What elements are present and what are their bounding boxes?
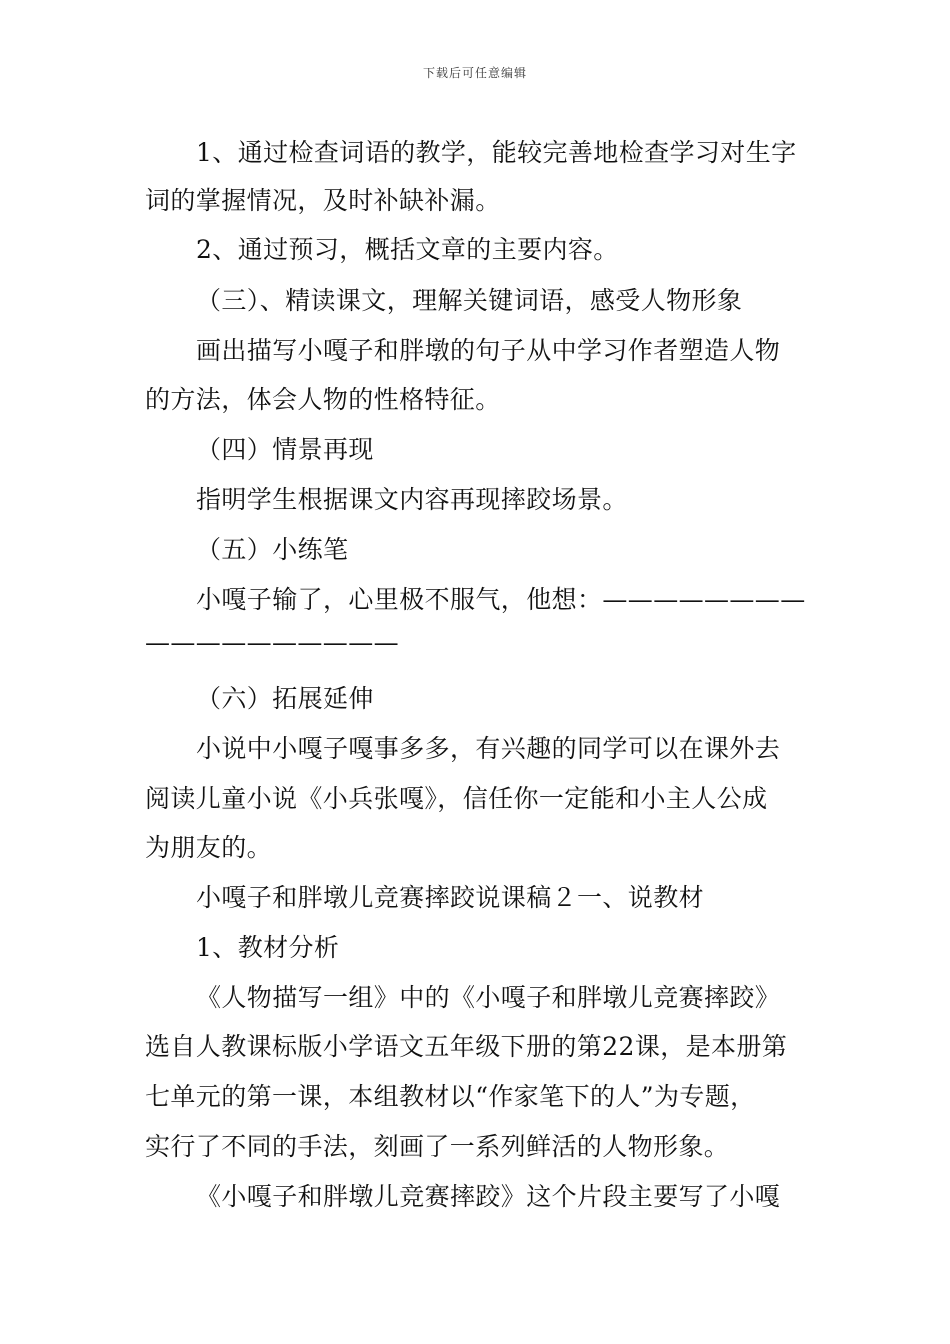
text-line: 实行了不同的手法，刻画了一系列鲜活的人物形象。 [145,1132,730,1161]
text-line: 词的掌握情况，及时补缺补漏。 [145,186,501,215]
text-line: 阅读儿童小说《小兵张嘎》，信任你一定能和小主人公成 [145,784,768,813]
section-heading: （六）拓展延伸 [196,684,374,713]
text-line: 《人物描写一组》中的《小嘎子和胖墩儿竞赛摔跤》 [196,983,781,1012]
text-line: 2、通过预习，概括文章的主要内容。 [196,235,619,264]
text-line: 的方法，体会人物的性格特征。 [145,385,501,414]
text-line: 为朋友的。 [145,833,273,862]
page-header: 下载后可任意编辑 [422,66,527,80]
text-line: 小说中小嘎子嘎事多多，有兴趣的同学可以在课外去 [196,734,781,763]
text-line: 1、通过检查词语的教学，能较完善地检查学习对生字 [196,138,797,167]
section-heading: 小嘎子和胖墩儿竞赛摔跤说课稿２一、说教材 [196,883,705,912]
section-heading: （五）小练笔 [196,535,349,564]
text-line: 画出描写小嘎子和胖墩的句子从中学习作者塑造人物 [196,336,781,365]
text-line: 小嘎子输了，心里极不服气，他想：———————— [196,585,806,614]
text-line: 七单元的第一课，本组教材以“作家笔下的人”为专题， [145,1082,756,1111]
section-heading: （四）情景再现 [196,435,374,464]
text-line: 《小嘎子和胖墩儿竞赛摔跤》这个片段主要写了小嘎 [196,1182,781,1211]
text-line: 选自人教课标版小学语文五年级下册的第22课，是本册第 [145,1032,788,1061]
section-heading: （三）、精读课文，理解关键词语，感受人物形象 [196,286,743,315]
section-heading: 1、教材分析 [196,933,340,962]
text-line: —————————— [145,628,399,657]
text-line: 指明学生根据课文内容再现摔跤场景。 [196,485,628,514]
